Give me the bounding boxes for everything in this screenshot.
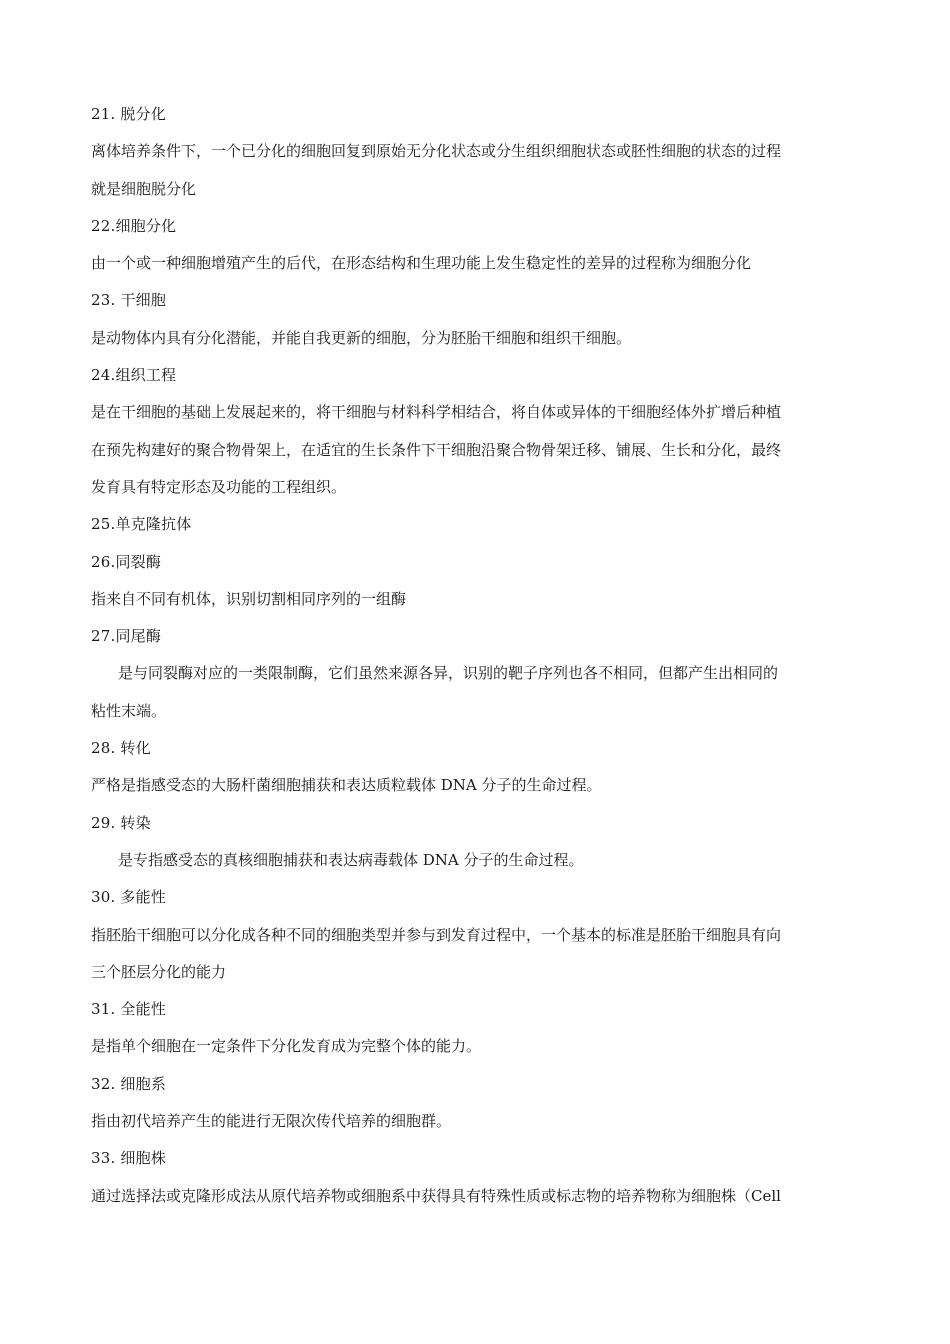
definition-line: 指由初代培养产生的能进行无限次传代培养的细胞群。 [91,1112,452,1131]
definition-line: 是动物体内具有分化潜能，并能自我更新的细胞，分为胚胎干细胞和组织干细胞。 [91,328,632,347]
definition-line: 离体培养条件下，一个已分化的细胞回复到原始无分化状态或分生组织细胞状态或胚性细胞的状态的过程 [91,142,782,161]
definition-line: 就是细胞脱分化 [91,179,197,198]
term-heading-28: 28. 转化 [91,739,151,758]
definition-line: 是指单个细胞在一定条件下分化发育成为完整个体的能力。 [91,1037,482,1056]
definition-line: 指来自不同有机体，识别切割相同序列的一组酶 [91,589,407,608]
term-heading-29: 29. 转染 [91,813,151,832]
term-heading-24: 24.组织工程 [91,366,177,385]
term-heading-23: 23. 干细胞 [91,291,167,310]
term-heading-31: 31. 全能性 [91,1000,167,1019]
term-heading-21: 21. 脱分化 [91,105,167,123]
definition-line: 是专指感受态的真核细胞捕获和表达病毒载体 DNA 分子的生命过程。 [118,850,584,869]
term-heading-26: 26.同裂酶 [91,552,162,571]
term-heading-27: 27.同尾酶 [91,627,162,646]
definition-line: 在预先构建好的聚合物骨架上，在适宜的生长条件下干细胞沿聚合物骨架迁移、铺展、生长和分化，最终 [91,440,782,459]
term-heading-33: 33. 细胞株 [91,1149,167,1168]
definition-line: 三个胚层分化的能力 [91,962,227,981]
definition-line: 粘性末端。 [91,701,167,720]
definition-line: 指胚胎干细胞可以分化成各种不同的细胞类型并参与到发育过程中，一个基本的标准是胚胎干细胞具有向 [91,925,782,944]
definition-line: 由一个或一种细胞增殖产生的后代，在形态结构和生理功能上发生稳定性的差异的过程称为细胞分化 [91,254,752,273]
definition-line: 通过选择法或克隆形成法从原代培养物或细胞系中获得具有特殊性质或标志物的培养物称为细胞株（Cell [91,1186,781,1205]
term-heading-32: 32. 细胞系 [91,1074,167,1093]
definition-line: 是在干细胞的基础上发展起来的，将干细胞与材料科学相结合，将自体或异体的干细胞经体外扩增后种植 [91,403,782,422]
definition-line: 发育具有特定形态及功能的工程组织。 [91,477,347,496]
term-heading-22: 22.细胞分化 [91,216,177,235]
definition-line: 严格是指感受态的大肠杆菌细胞捕获和表达质粒载体 DNA 分子的生命过程。 [91,776,602,795]
term-heading-25: 25.单克隆抗体 [91,515,192,534]
term-heading-30: 30. 多能性 [91,888,167,907]
definition-line: 是与同裂酶对应的一类限制酶，它们虽然来源各异，识别的靶子序列也各不相同，但都产生出相同的 [118,664,779,683]
document-body [91,96,866,1215]
